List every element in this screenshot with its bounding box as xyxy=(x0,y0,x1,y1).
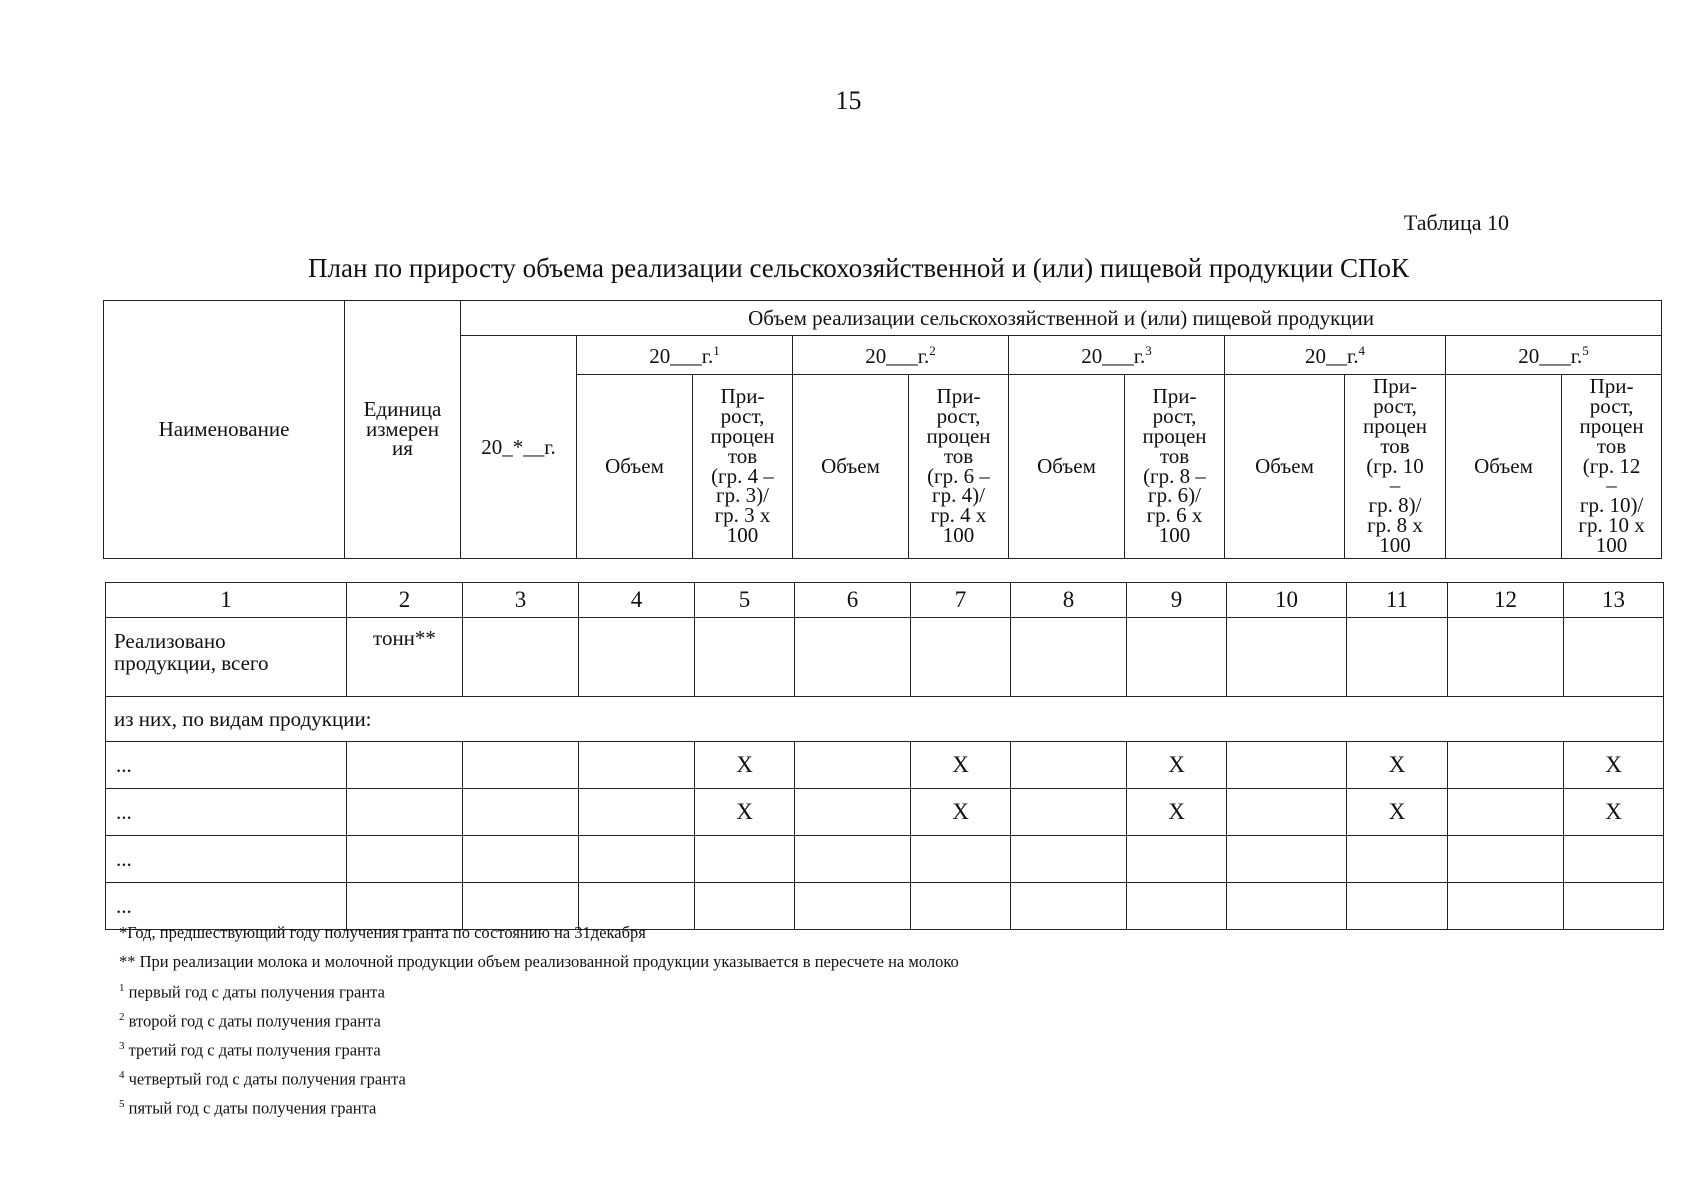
table-cell xyxy=(795,742,911,789)
footnote-double-star: ** При реализации молока и молочной продукции объем реализованной продукции указывается в пересчете на молоко xyxy=(119,952,959,971)
table-row-total xyxy=(106,618,1664,697)
ellipsis-cell: ... xyxy=(106,742,347,789)
table-cell xyxy=(347,836,463,883)
header-growth-1: При- рост, процен тов (гр. 4 – гр. 3)/ гр. 3 х 100 xyxy=(693,375,793,559)
header-growth-4: При- рост, процен тов (гр. 10 – гр. 8)/ гр. 8 х 100 xyxy=(1345,375,1446,559)
header-growth-3: При- рост, процен тов (гр. 8 – гр. 6)/ гр. 6 х 100 xyxy=(1125,375,1225,559)
table-row-subheading xyxy=(106,697,1664,742)
table-cell xyxy=(1448,789,1564,836)
footnote-star: *Год, предшествующий году получения гранта по состоянию на 31декабря xyxy=(119,923,646,942)
table-cell xyxy=(695,836,795,883)
table-cell xyxy=(1448,883,1564,930)
header-unit-label: Единица измерен ия xyxy=(363,396,442,461)
footnote-4: $^4$ четвертый год с даты получения гранта xyxy=(119,1069,406,1089)
table-cell xyxy=(1011,836,1127,883)
header-volume-3: Объем xyxy=(1009,375,1125,559)
table-cell xyxy=(1564,883,1664,930)
table-cell xyxy=(1564,618,1664,697)
table-cell xyxy=(1227,742,1347,789)
footnote-5: $^5$ пятый год с даты получения гранта xyxy=(119,1098,377,1118)
table-cell xyxy=(1448,618,1564,697)
table-cell xyxy=(1347,618,1448,697)
table-cell xyxy=(1227,789,1347,836)
subheading-cell: из них, по видам продукции: xyxy=(106,697,1664,742)
ellipsis-cell: ... xyxy=(106,836,347,883)
table-cell xyxy=(1347,883,1448,930)
footnote-1: $^1$ первый год с даты получения гранта xyxy=(119,982,385,1002)
x-mark-cell: X xyxy=(1347,742,1448,789)
table-row xyxy=(106,836,1664,883)
column-number: 12 xyxy=(1448,583,1564,618)
x-mark-cell: X xyxy=(1564,742,1664,789)
page-number: 15 xyxy=(835,86,862,115)
x-mark-cell: X xyxy=(911,742,1011,789)
column-number: 2 xyxy=(347,583,463,618)
column-number: 13 xyxy=(1564,583,1664,618)
table-cell xyxy=(1127,883,1227,930)
table-cell xyxy=(463,836,579,883)
footnote-3: $^3$ третий год с даты получения гранта xyxy=(119,1040,381,1060)
table-cell xyxy=(911,618,1011,697)
header-year-4: 20__г.$^4$ xyxy=(1225,336,1446,375)
table-cell xyxy=(463,618,579,697)
total-unit-cell: тонн** xyxy=(347,618,463,697)
header-name-label: Наименование xyxy=(158,417,290,441)
data-table xyxy=(105,582,1664,930)
table-cell xyxy=(1127,618,1227,697)
table-cell xyxy=(579,789,695,836)
table-row xyxy=(106,789,1664,836)
table-cell xyxy=(1227,836,1347,883)
column-number: 8 xyxy=(1011,583,1127,618)
column-number: 5 xyxy=(695,583,795,618)
table-cell xyxy=(1011,618,1127,697)
table-cell xyxy=(463,789,579,836)
x-mark-cell: X xyxy=(1564,789,1664,836)
table-cell xyxy=(579,836,695,883)
header-volume-2: Объем xyxy=(793,375,909,559)
table-cell xyxy=(347,742,463,789)
header-table xyxy=(103,300,1662,559)
header-growth-2: При- рост, процен тов (гр. 6 – гр. 4)/ гр. 4 х 100 xyxy=(909,375,1009,559)
table-cell xyxy=(1227,883,1347,930)
table-cell xyxy=(1011,789,1127,836)
header-year-5: 20___г.$^5$ xyxy=(1446,336,1662,375)
table-cell xyxy=(579,618,695,697)
table-cell xyxy=(1564,836,1664,883)
table-cell xyxy=(1011,883,1127,930)
column-number: 11 xyxy=(1347,583,1448,618)
table-cell xyxy=(1448,742,1564,789)
table-cell xyxy=(795,618,911,697)
header-year-1: 20___г.$^1$ xyxy=(577,336,793,375)
x-mark-cell: X xyxy=(695,742,795,789)
table-cell xyxy=(463,742,579,789)
x-mark-cell: X xyxy=(911,789,1011,836)
table-cell xyxy=(911,836,1011,883)
x-mark-cell: X xyxy=(1127,789,1227,836)
header-growth-5: При- рост, процен тов (гр. 12 – гр. 10)/ гр. 10 х 100 xyxy=(1562,375,1662,559)
table-cell xyxy=(579,742,695,789)
table-cell xyxy=(1347,836,1448,883)
footnotes xyxy=(119,918,959,1121)
header-year-2: 20___г.$^2$ xyxy=(793,336,1009,375)
ellipsis-cell: ... xyxy=(106,789,347,836)
table-cell xyxy=(795,836,911,883)
table-cell xyxy=(1227,618,1347,697)
x-mark-cell: X xyxy=(695,789,795,836)
header-volume-group: Объем реализации сельскохозяйственной и (или) пищевой продукции xyxy=(461,301,1662,336)
table-cell xyxy=(1448,836,1564,883)
table-label: Таблица 10 xyxy=(1403,210,1509,235)
table-row xyxy=(106,742,1664,789)
column-number: 10 xyxy=(1227,583,1347,618)
table-cell xyxy=(1127,836,1227,883)
table-cell xyxy=(1011,742,1127,789)
ellipsis-cell: ... xyxy=(106,883,347,930)
document-title: План по приросту объема реализации сельскохозяйственной и (или) пищевой продукции СПоК xyxy=(308,253,1409,283)
x-mark-cell: X xyxy=(1127,742,1227,789)
column-number: 4 xyxy=(579,583,695,618)
x-mark-cell: X xyxy=(1347,789,1448,836)
total-label-cell: Реализовано продукции, всего xyxy=(106,618,347,697)
header-name-cell xyxy=(104,301,345,559)
column-numbers-row xyxy=(106,583,1664,618)
header-volume-1: Объем xyxy=(577,375,693,559)
header-volume-5: Объем xyxy=(1446,375,1562,559)
column-number: 6 xyxy=(795,583,911,618)
header-volume-4: Объем xyxy=(1225,375,1345,559)
header-unit-cell xyxy=(345,301,461,559)
header-year-3: 20___г.$^3$ xyxy=(1009,336,1225,375)
column-number: 7 xyxy=(911,583,1011,618)
column-number: 1 xyxy=(106,583,347,618)
header-base-year: 20_*__г. xyxy=(461,336,577,559)
table-cell xyxy=(795,789,911,836)
table-cell xyxy=(695,618,795,697)
column-number: 9 xyxy=(1127,583,1227,618)
column-number: 3 xyxy=(463,583,579,618)
table-cell xyxy=(347,789,463,836)
footnote-2: $^2$ второй год с даты получения гранта xyxy=(119,1011,381,1031)
